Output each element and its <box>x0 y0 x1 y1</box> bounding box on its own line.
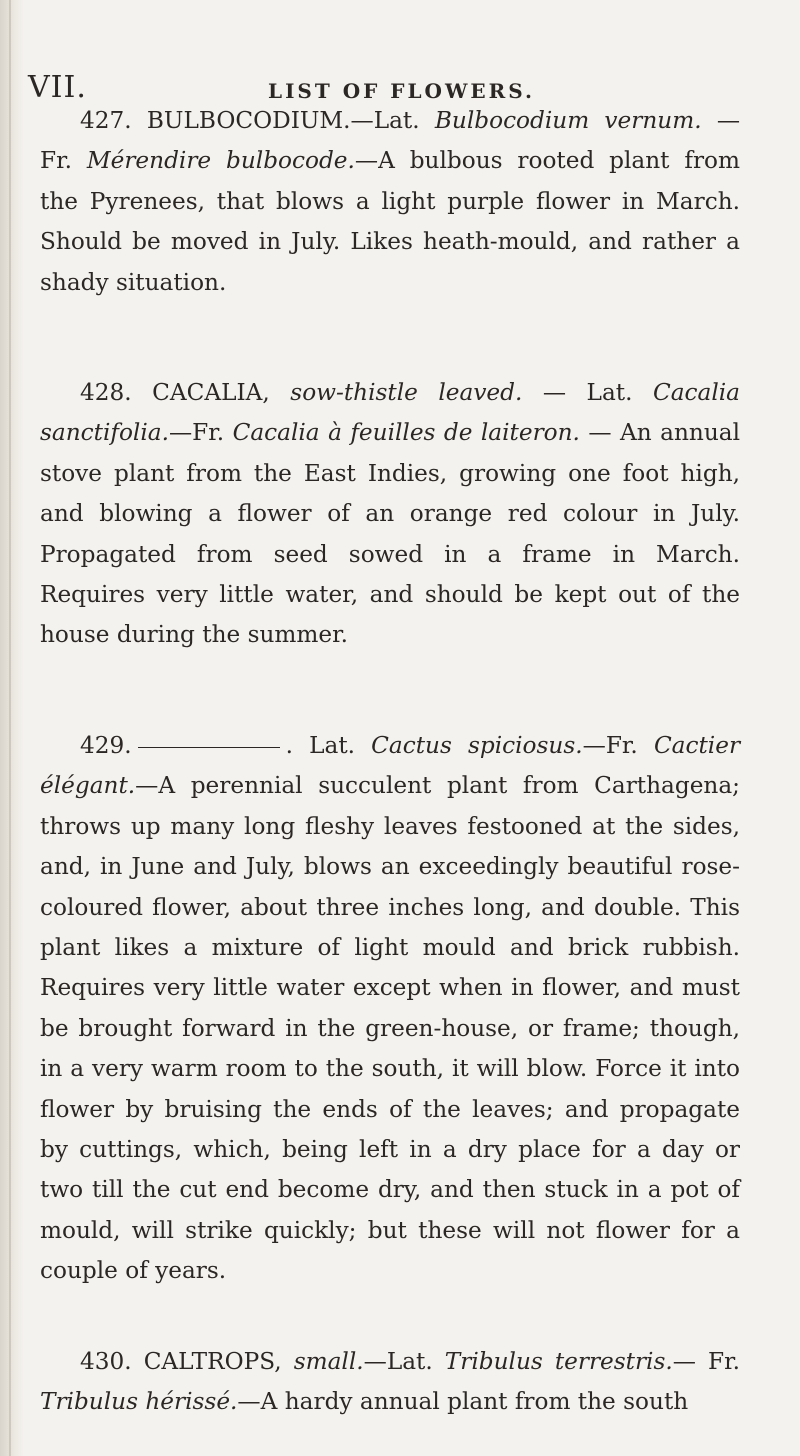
entry-descriptor: small. <box>293 1348 364 1375</box>
latin-label: —Lat. <box>363 1348 433 1375</box>
french-label: —Fr. <box>40 107 741 175</box>
entry-description: —A hardy annual plant from the south <box>237 1388 689 1416</box>
entry-429 <box>40 726 740 1292</box>
entry-descriptor: sow-thistle leaved. <box>290 379 523 406</box>
entry-number: 428. <box>80 379 132 406</box>
latin-label: — Lat. <box>542 379 633 406</box>
french-label: —Fr. <box>582 732 638 759</box>
chapter-number: VII. <box>28 70 87 105</box>
entry-name: CALTROPS, <box>143 1348 282 1375</box>
latin-name: Cacalia sanctifolia. <box>40 379 740 447</box>
entry-name: BULBOCODIUM. <box>146 107 351 134</box>
latin-label: —Lat. <box>350 107 420 134</box>
french-label: — Fr. <box>672 1348 740 1375</box>
latin-name: Tribulus terrestris. <box>444 1348 673 1375</box>
gutter-edge-line <box>9 0 11 1456</box>
running-title: LIST OF FLOWERS. <box>268 79 535 103</box>
latin-name: Bulbocodium vernum. <box>434 107 702 134</box>
entry-number: 430. <box>80 1348 132 1375</box>
french-name: Mérendire bulbocode. <box>86 147 355 175</box>
entry-description: —A bulbous rooted plant from the Pyrenees, that blows a light purple flower in March. Should be moved in July. Likes heath-mould, and rather a shady situation. <box>40 147 740 296</box>
french-name: Tribulus hérissé. <box>40 1388 238 1416</box>
entry-number: 427. <box>80 107 132 134</box>
entry-description: — An annual stove plant from the East Indies, growing one foot high, and blowing a flower of an orange red colour in July. Propagated from seed sowed in a frame in March. Requires very little water, and should be kept out of the house during the summer. <box>40 419 741 649</box>
latin-name: Cactus spiciosus. <box>371 732 583 759</box>
entry-430 <box>40 1342 740 1423</box>
french-label: —Fr. <box>168 419 225 447</box>
entry-name: CACALIA, <box>152 379 270 406</box>
entry-description: —A perennial succulent plant from Carthagena; throws up many long fleshy leaves festooned at the sides, and, in June and July, blows an exceedingly beautiful rose-coloured flower, about three inches long, and double. This plant likes a mixture of light mould and brick rubbish. Requires very little water except when in flower, and must be brought forward in the green-house, or frame; though, in a very warm room to the south, it will blow. Force it into flower by bruising the ends of the leaves; and propagate by cuttings, which, being left in a dry place for a day or two till the cut end become dry, and then stuck in a pot of mould, will strike quickly; but these will not flower for a couple of years. <box>40 772 740 1285</box>
french-name: Cacalia à feuilles de laiteron. <box>232 419 580 447</box>
entry-428 <box>40 373 740 656</box>
french-name: Cactier élégant. <box>40 732 741 800</box>
entry-427 <box>40 101 740 303</box>
entry-number: 429. <box>80 732 132 759</box>
binding-gutter <box>0 0 24 1456</box>
ditto-rule <box>138 747 280 748</box>
latin-label: . Lat. <box>285 732 356 759</box>
